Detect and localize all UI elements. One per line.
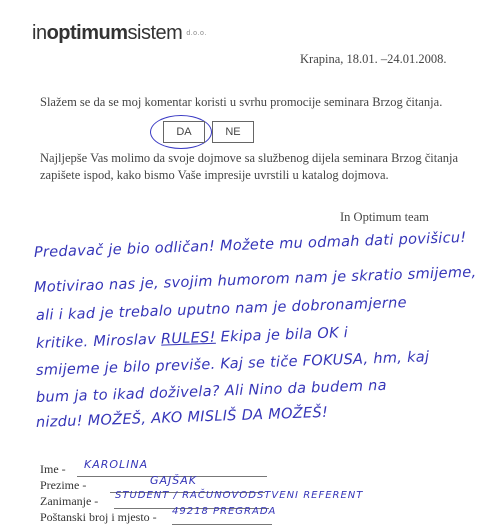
handwritten-line: ali i kad je trebalo uputno nam je dobronamjerne — [35, 295, 408, 324]
handwritten-line: smijeme je bilo previše. Kaj se tiče FOKUSA, hm, kaj — [35, 349, 430, 379]
prezime-field[interactable]: GAJŠAK — [150, 474, 198, 487]
ime-label: Ime - — [40, 462, 66, 476]
handwritten-fragment: Ekipa je bila OK i — [215, 325, 349, 346]
logo-part-sistem: sistem — [127, 22, 183, 44]
ime-field[interactable]: KAROLINA — [84, 458, 149, 471]
handwritten-rules: RULES! — [160, 329, 216, 348]
handwritten-line: bum ja to ikad doživela? Ali Nino da budem na — [35, 377, 388, 406]
logo-part-optimum: optimum — [46, 22, 128, 44]
zanimanje-field[interactable]: STUDENT / RAČUNOVODSTVENI REFERENT — [115, 490, 364, 501]
yes-checkbox[interactable]: DA — [163, 121, 205, 143]
posta-field[interactable]: 49218 PREGRADA — [172, 506, 277, 517]
handwritten-line: Predavač je bio odličan! Možete mu odmah dati povišicu! — [33, 229, 467, 261]
logo-suffix: d.o.o. — [186, 30, 207, 38]
logo-part-in: in — [32, 22, 47, 44]
zanimanje-label: Zanimanje - — [40, 494, 99, 508]
prezime-label: Prezime - — [40, 478, 87, 492]
place-date: Krapina, 18.01. –24.01.2008. — [300, 52, 447, 66]
handwritten-line: nizdu! MOŽEŠ, AKO MISLIŠ DA MOŽEŠ! — [35, 404, 329, 431]
posta-label: Poštanski broj i mjesto - — [40, 510, 157, 524]
consent-text: Slažem se da se moj komentar koristi u svrhu promocije seminara Brzog čitanja. — [40, 95, 443, 109]
handwritten-line: Motivirao nas je, svojim humorom nam je skratio smijeme, — [33, 264, 477, 296]
no-checkbox[interactable]: NE — [212, 121, 254, 143]
handwritten-fragment: kritike. Miroslav — [35, 331, 162, 352]
team-signature: In Optimum team — [340, 210, 429, 224]
handwritten-line — [36, 325, 349, 352]
instructions-text: Najljepše Vas molimo da svoje dojmove sa službenog dijela seminara Brzog čitanja zapišete ispod, kako bismo Vaše impresije uvrstili u katalog dojmova. — [40, 151, 459, 182]
company-logo — [32, 22, 207, 45]
